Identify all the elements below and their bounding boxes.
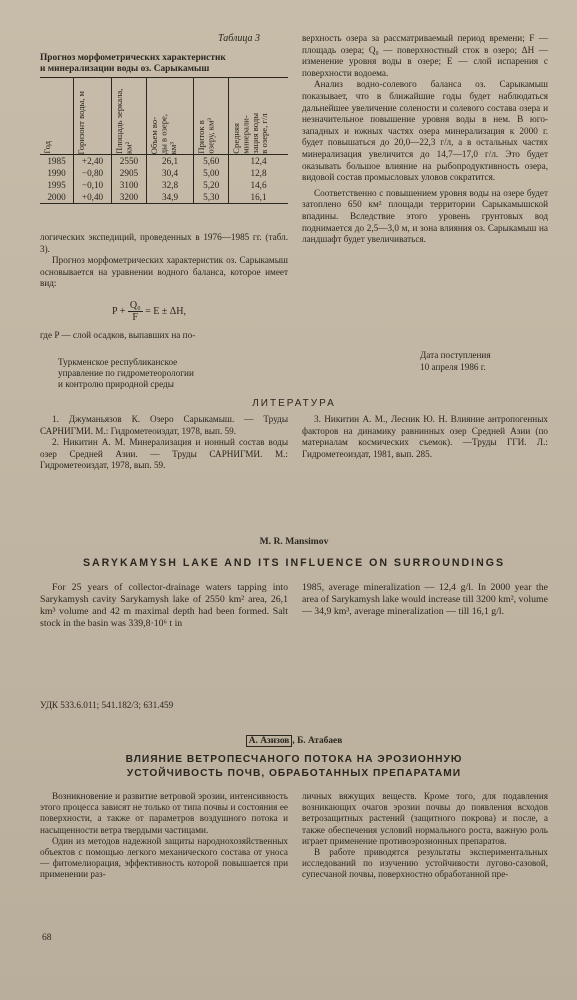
table-cell: −0,80 — [74, 167, 112, 179]
paragraph: Возникновение и развитие ветровой эрозии, интенсивность этого процесса зависят не только от типа почвы и состояния ее поверхности, а также от параметров воздушного потока и насыщенности ветра твердыми частицами. — [40, 791, 288, 835]
literature-right — [302, 414, 548, 460]
english-author: M. R. Mansimov — [259, 536, 329, 547]
table-cell: 5,20 — [194, 179, 229, 191]
reference: 3. Никитин А. М., Лесник Ю. Н. Влияние антропогенных факторов на динамику равнинных озер Средней Азии (по материалам космических съемок). —Труды ГГИ. Л.: Гидрометеоиздат, 1981, вып. 285. — [302, 414, 548, 459]
paragraph: личных вяжущих веществ. Кроме того, для подавления возникающих очагов эрозии почвы до появления всходов ветрозащитных растений (защитного покрова) и после, а также обеспечения условий нормального роста, важную роль играет применение противоэрозионных препаратов. — [302, 791, 548, 846]
table-title — [40, 53, 290, 75]
table-row — [40, 167, 288, 179]
received-date — [420, 350, 550, 373]
author-name: Б. Атабаев — [297, 736, 343, 746]
affiliation-line: управление по гидрометеорологии — [58, 368, 194, 378]
paragraph: В работе приводятся результаты экспериментальных исследований по изучению устойчивости лугово-сазовой, супесчаной почвы, поверхностно обработанной пре- — [302, 847, 548, 880]
col-header: Объем во- ды в озере, км³ — [146, 78, 193, 155]
formula-denominator: F — [132, 312, 138, 323]
table-cell: 3200 — [112, 191, 147, 204]
paragraph: Один из методов надежной защиты народнохозяйственных объектов с помощью легкого механического состава от уноса — фитомелиорация, эффективность которой повышается при применении раз- — [40, 835, 288, 880]
table-caption: Таблица 3 — [218, 33, 260, 44]
table-row — [40, 191, 288, 204]
paragraph: For 25 years of collector-drainage waters tapping into Sarykamysh cavity Sarykamysh lake of 2550 km² area, 26,1 km³ volume and 42 m maximal depth had been formed. Salt stock in the basin was 339,8·10⁶ t in — [40, 582, 288, 629]
article-title-line: ВЛИЯНИЕ ВЕТРОПЕСЧАНОГО ПОТОКА НА ЭРОЗИОННУЮ — [125, 754, 463, 765]
table-cell: 5,00 — [194, 167, 229, 179]
paragraph: 1985, average mineralization — 12,4 g/l. In 2000 year the area of Sarykamysh lake would increase till 3200 km², volume — 34,9 km³, average mineralization — till 16,1 g/l. — [302, 582, 548, 617]
paragraph: верхность озера за рассматриваемый период времени; F — площадь озера; Q₀ — поверхностный сток в озеро; ΔH — изменение уровня воды в озере; E — слой испарения с поверхности водоема. — [302, 33, 548, 78]
table-cell: 1995 — [47, 180, 66, 190]
col-header: Приток в озеру, км³ — [194, 78, 229, 155]
formula-part: P + — [112, 305, 126, 317]
article-authors: А. Азизов , Б. Атабаев — [40, 736, 548, 748]
table-cell: 3100 — [112, 179, 147, 191]
table-row — [40, 155, 288, 168]
formula-part: = E ± ΔH, — [145, 305, 186, 317]
col-header: Год — [40, 78, 74, 155]
table-header-row — [40, 78, 288, 155]
water-balance-formula — [112, 300, 186, 323]
article-right-column — [302, 791, 548, 881]
paragraph: Прогноз морфометрических характеристик оз. Сарыкамыш основывается на уравнении водного баланса, которое имеет вид: — [40, 255, 288, 289]
english-summary-left — [40, 582, 288, 630]
date-line: Дата поступления — [420, 350, 491, 360]
affiliation-line: и контролю природной среды — [58, 379, 174, 389]
affiliation — [58, 357, 288, 390]
left-column-text — [40, 232, 288, 290]
paragraph: логических экспедиций, проведенных в 1976—1985 гг. (табл. 3). — [40, 232, 288, 254]
table-title-line2: и минерализации воды оз. Сарыкамыш — [40, 64, 210, 74]
english-summary-right — [302, 582, 548, 618]
formula-fraction — [128, 300, 143, 323]
reference: 1. Джуманьязов К. Озеро Сарыкамыш. — Труды САРНИГМИ. М.: Гидрометеоиздат, 1978, вып. 59. — [40, 414, 288, 436]
morphometric-table — [40, 77, 288, 204]
right-column-text — [302, 33, 548, 246]
table-cell: 2000 — [40, 191, 74, 204]
paragraph: Соответственно с повышением уровня воды на озере будет затоплено 650 км² площади территории Сарыкамышской впадины. Вследствие этого уровень грунтовых вод поднимается до 2,5—3,0 м, и зона влияния оз. Сарыкамыш на ландшафт будет увеличиваться. — [302, 187, 548, 245]
table-cell: 16,1 — [229, 191, 288, 204]
col-header: Горизонт воды, м — [74, 78, 112, 155]
table-cell: 32,8 — [146, 179, 193, 191]
reference: 2. Никитин А. М. Минерализация и ионный состав воды озер Средней Азии. — Труды САРНИГМИ. М.: Гидрометеоиздат, 1978, вып. 59. — [40, 437, 288, 471]
table-cell: 2550 — [112, 155, 147, 168]
author-name: А. Азизов — [246, 735, 293, 747]
table-cell: +0,40 — [74, 191, 112, 204]
table-cell: 1985 — [47, 156, 66, 166]
col-header: Площадь зеркала, км² — [112, 78, 147, 155]
table-cell: 5,60 — [194, 155, 229, 168]
literature-heading: ЛИТЕРАТУРА — [252, 398, 336, 409]
table-cell: +2,40 — [74, 155, 112, 168]
english-title: SARYKAMYSH LAKE AND ITS INFLUENCE ON SURROUNDINGS — [82, 557, 506, 569]
left-column-continuation — [40, 330, 288, 342]
table-cell: 14,6 — [229, 179, 288, 191]
table-cell: 12,8 — [229, 167, 288, 179]
page-number: 68 — [42, 932, 52, 943]
table-cell: 5,30 — [194, 191, 229, 204]
table-cell: 26,1 — [146, 155, 193, 168]
udk-code: УДК 533.6.011; 541.182/3; 631.459 — [40, 700, 174, 710]
affiliation-line: Туркменское республиканское — [58, 357, 178, 367]
paragraph: где P — слой осадков, выпавших на по- — [40, 330, 196, 340]
table-row — [40, 179, 288, 191]
table-cell: 1990 — [47, 168, 66, 178]
paragraph: Анализ водно-солевого баланса оз. Сарыкамыш показывает, что в ближайшие годы будет наблюдаться дальнейшее увеличение солености и солевого состава озера и незначительное повышение уровня воды в нем. В юго-западных и южных частях озера минерализация к 2000 г. будет повышаться до 20,0—22,3 г/л, а в остальных частях минерализация увеличится до 14,7—17,0 г/л. Это будет оказывать большое влияние на рыбопродуктивность озера, видовой состав промысловых уловов сократится. — [302, 79, 548, 183]
col-header: Средняя минерали- зация воды в озере, г/л — [229, 78, 288, 155]
formula-numerator: Q₀ — [129, 300, 141, 311]
table-title-line1: Прогноз морфометрических характеристик — [40, 53, 226, 63]
table-cell: 30,4 — [146, 167, 193, 179]
table-cell: 2905 — [112, 167, 147, 179]
article-left-column — [40, 791, 288, 881]
table-cell: 34,9 — [146, 191, 193, 204]
article-title — [40, 753, 548, 780]
table-cell: 12,4 — [229, 155, 288, 168]
literature-left — [40, 414, 288, 472]
date-line: 10 апреля 1986 г. — [420, 361, 486, 372]
article-title-line: УСТОЙЧИВОСТЬ ПОЧВ, ОБРАБОТАННЫХ ПРЕПАРАТАМИ — [126, 767, 462, 779]
table-cell: −0,10 — [74, 179, 112, 191]
